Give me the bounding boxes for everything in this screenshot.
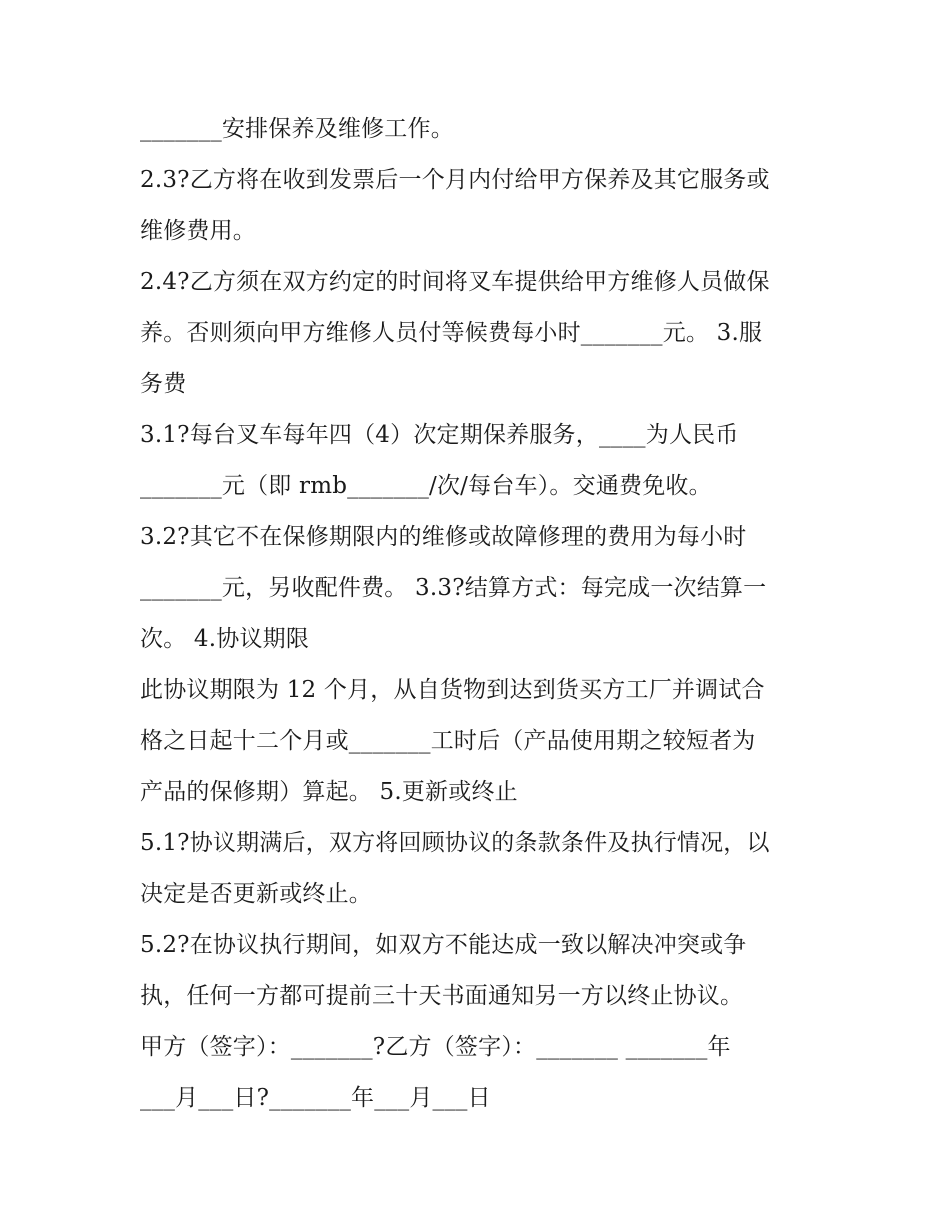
text-line: 5.2?在协议执行期间，如双方不能达成一致以解决冲突或争 (140, 932, 747, 958)
text-line: _______元，另收配件费。 3.3?结算方式：每完成一次结算一 (140, 575, 767, 601)
document-body (140, 104, 810, 1124)
text-line: _______元（即 rmb_______/次/每台车）。交通费免收。 (140, 473, 712, 499)
text-line: 3.2?其它不在保修期限内的维修或故障修理的费用为每小时 (140, 524, 747, 550)
text-line: 2.4?乙方须在双方约定的时间将叉车提供给甲方维修人员做保 (140, 269, 770, 295)
text-line: 维修费用。 (140, 218, 256, 244)
text-line: 产品的保修期）算起。 5.更新或终止 (140, 779, 518, 805)
date-line: ___月___日?_______年___月___日 (140, 1085, 491, 1111)
signature-line: 甲方（签字）：_______?乙方（签字）：_______ _______年 (140, 1034, 731, 1060)
text-line: 格之日起十二个月或_______工时后（产品使用期之较短者为 (140, 728, 756, 754)
text-line: 务费 (140, 371, 187, 397)
text-line: 养。否则须向甲方维修人员付等候费每小时_______元。 3.服 (140, 320, 763, 346)
text-line: 执，任何一方都可提前三十天书面通知另一方以终止协议。 (140, 983, 744, 1009)
text-line: 2.3?乙方将在收到发票后一个月内付给甲方保养及其它服务或 (140, 167, 770, 193)
text-line: 3.1?每台叉车每年四（4）次定期保养服务，____为人民币 (140, 422, 739, 448)
text-line: 决定是否更新或终止。 (140, 881, 372, 907)
text-line: 此协议期限为 12 个月，从自货物到达到货买方工厂并调试合 (140, 677, 765, 703)
text-line: _______安排保养及维修工作。 (140, 116, 454, 142)
text-line: 次。 4.协议期限 (140, 626, 310, 652)
text-line: 5.1?协议期满后，双方将回顾协议的条款条件及执行情况，以 (140, 830, 770, 856)
